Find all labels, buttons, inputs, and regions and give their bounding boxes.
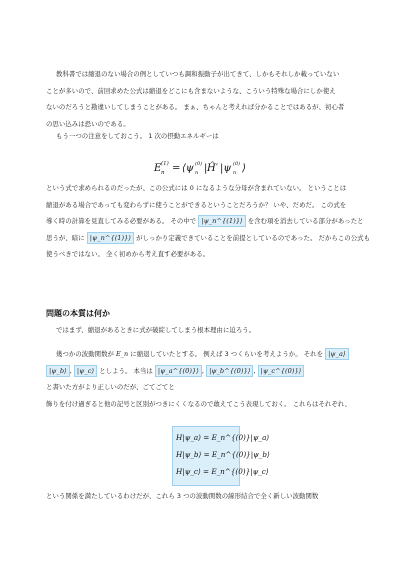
- text-line: 飾りを付け過ぎると他の記号と区別がつきにくくなるので敢えてこう表現しておく。 これらはそれぞれ、: [46, 399, 352, 408]
- text-line: ことが多いので、前回求めた公式は縮退をどこにも含まないような、こういう特殊な場合にしか使え: [46, 86, 336, 95]
- text-line: [46, 230, 371, 247]
- text-line: という関係を満たしているわけだが、これら 3 つの波動関数の線形結合で全く新しい波動関数: [46, 492, 319, 500]
- svg-text:|: |: [204, 163, 208, 174]
- text-line: の思い込みは恐いのである。: [46, 119, 130, 128]
- inline-math-psi-c0: |ψ_c^{(0)}⟩: [258, 365, 305, 377]
- inline-math-psi-a0: |ψ_a^{(0)}⟩: [155, 365, 202, 377]
- inline-math-En: E_n: [116, 350, 129, 358]
- formula-row-a: H|ψ_a⟩ = E_n^{(0)}|ψ_a⟩: [176, 433, 270, 442]
- svg-text:(0): (0): [195, 161, 203, 167]
- text-line: [46, 213, 364, 230]
- paragraph-another-note: [46, 128, 374, 145]
- text-span: 導く時の計算を見直してみる必要がある。 その中で: [46, 217, 199, 226]
- text-span: を含む項を消去している部分があったと: [245, 217, 364, 226]
- svg-text:⟨ψ: ⟨ψ: [182, 163, 194, 174]
- text-span: としよう。 本当は: [97, 366, 155, 375]
- formula-row-b: H|ψ_b⟩ = E_n^{(0)}|ψ_b⟩: [176, 450, 270, 459]
- svg-text:Ĥ′: Ĥ′: [207, 163, 218, 174]
- paragraph-linear-combination: [46, 488, 364, 505]
- text-span: に縮退していたとする。 例えば 3 つくらいを考えようか。 それを: [128, 350, 326, 358]
- text-line: [56, 346, 374, 363]
- text-line: 使うべきではない。 全く初めから考え直す必要がある。: [46, 250, 210, 259]
- text-span: 幾つかの波動関数が: [56, 350, 117, 358]
- paragraph-denominator-note: [46, 180, 371, 263]
- svg-text:n: n: [233, 170, 237, 176]
- text-line: ないのだろうと勘違いしてしまうことがある。 まぁ、ちゃんと考えれば分かることではあるが、初心者: [46, 103, 345, 112]
- svg-text:E: E: [154, 163, 162, 174]
- svg-text:(1): (1): [161, 161, 169, 167]
- inline-math-psi-c: |ψ_c⟩: [74, 365, 97, 377]
- inline-math-psi-n1: |ψ_n^{(1)}⟩: [87, 232, 134, 244]
- paragraph-textbook-note: [46, 66, 374, 132]
- text-line: もう一つの注意をしておこう。 1 次の摂動エネルギーは: [56, 132, 219, 140]
- text-line: |ψ_b⟩ , |ψ_c⟩ としよう。 本当は |ψ_a^{(0)}⟩ , |ψ_b^{(0)}⟩ , |ψ_c^{(0)}⟩: [46, 363, 374, 380]
- svg-text:|ψ: |ψ: [220, 163, 232, 174]
- inline-math-psi-b0: |ψ_b^{(0)}⟩: [206, 365, 253, 377]
- text-line: 教科書では縮退のない場合の例としていつも調和振動子が出てきて、しかもそれしか載っていない: [56, 70, 340, 78]
- text-line: と書いた方がより正しいのだが、ごてごてと: [46, 383, 175, 392]
- inline-math-psi-b: |ψ_b⟩: [46, 365, 70, 377]
- formula-row-c: H|ψ_c⟩ = E_n^{(0)}|ψ_c⟩: [176, 467, 269, 476]
- text-span: 思うが、暗に: [46, 233, 87, 242]
- inline-math-psi-a: |ψ_a⟩: [325, 348, 348, 360]
- text-line: ではまず、縮退があるときに式が破綻してしまう根本理由に迫ろう。: [56, 326, 256, 334]
- inline-math-psi-n1: |ψ_n^{(1)}⟩: [198, 215, 245, 227]
- formula-box-eigen-equations: [172, 426, 270, 486]
- text-line: という式で求められるのだったが、この公式には 0 になるような分母が含まれていない。 ということは: [46, 184, 347, 192]
- paragraph-approach: [46, 322, 374, 339]
- svg-text:(0): (0): [233, 161, 241, 167]
- text-span: がしっかり定義できていることを前提としているのであった。 だからこの公式も: [134, 233, 371, 242]
- paragraph-degenerate-functions: [46, 346, 374, 412]
- svg-text:n: n: [161, 170, 165, 176]
- svg-text:=: =: [172, 163, 181, 174]
- formula-first-order-energy-svg: [152, 156, 262, 178]
- section-heading: 問題の本質は何か: [46, 309, 110, 318]
- formula-first-order-energy: [152, 156, 262, 181]
- svg-text:n: n: [195, 170, 199, 176]
- svg-text:⟩: ⟩: [242, 163, 246, 174]
- text-line: 縮退がある場合であっても変わらずに使うことができるということだろうか？ いや、だめだ。 この式を: [46, 200, 347, 209]
